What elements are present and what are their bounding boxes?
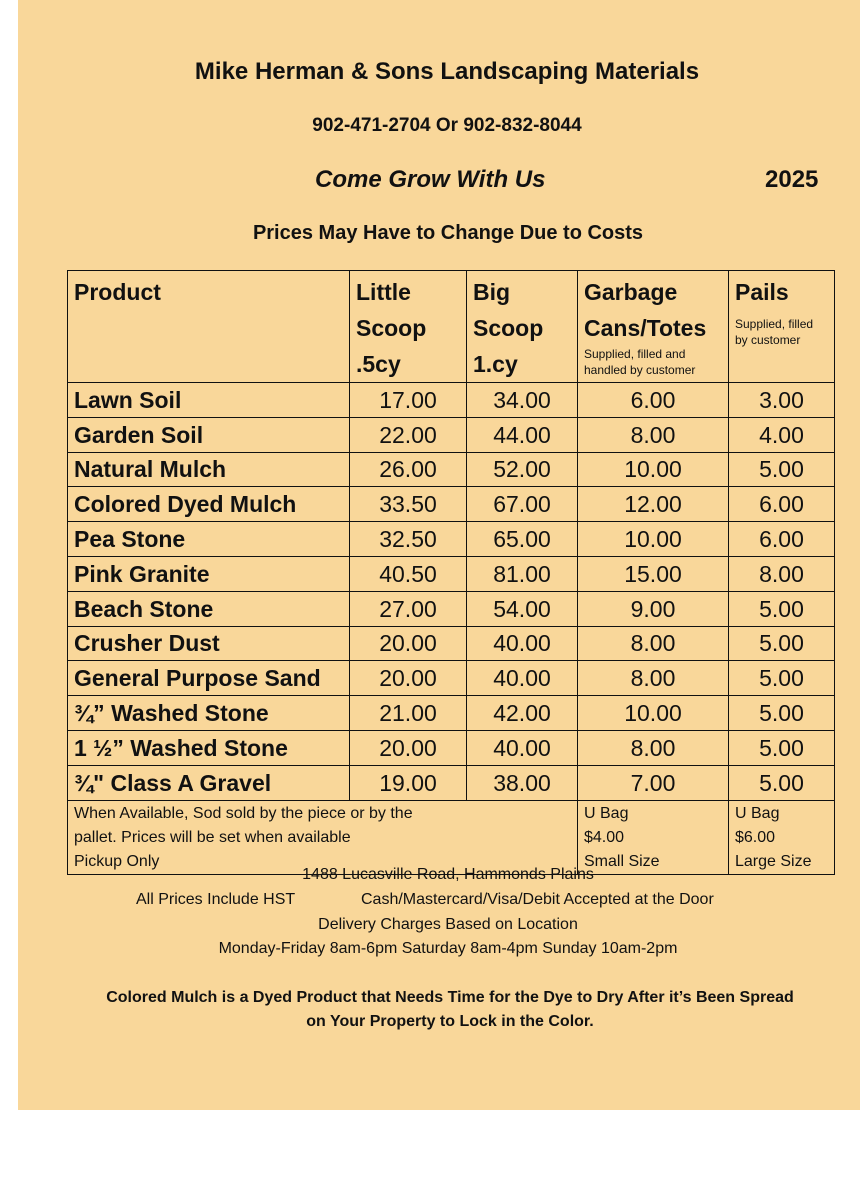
product-name: Pea Stone (68, 522, 350, 557)
sod-note: When Available, Sod sold by the piece or by the pallet. Prices will be set when available Pickup Only (68, 800, 578, 874)
little-scoop-price: 33.50 (350, 487, 467, 522)
cans-price: 12.00 (578, 487, 729, 522)
table-row (68, 730, 835, 765)
slogan: Come Grow With Us (315, 166, 546, 193)
cans-price: 7.00 (578, 765, 729, 800)
little-scoop-price: 19.00 (350, 765, 467, 800)
table-row (68, 487, 835, 522)
table-header-row (68, 271, 835, 383)
little-scoop-price: 20.00 (350, 730, 467, 765)
big-scoop-price: 34.00 (467, 383, 578, 418)
big-scoop-price: 40.00 (467, 730, 578, 765)
little-scoop-price: 20.00 (350, 661, 467, 696)
little-scoop-price: 40.50 (350, 556, 467, 591)
cans-price: 8.00 (578, 417, 729, 452)
ubag-large: U Bag $6.00 Large Size (729, 800, 835, 874)
little-scoop-price: 27.00 (350, 591, 467, 626)
big-scoop-price: 44.00 (467, 417, 578, 452)
product-name: Colored Dyed Mulch (68, 487, 350, 522)
table-row (68, 383, 835, 418)
table-row (68, 696, 835, 731)
header-garbage-cans: Garbage Cans/Totes Supplied, filled and handled by customer (578, 271, 729, 383)
pails-price: 4.00 (729, 417, 835, 452)
cans-price: 8.00 (578, 626, 729, 661)
product-name: ¾” Washed Stone (68, 696, 350, 731)
pails-price: 6.00 (729, 487, 835, 522)
product-name: Crusher Dust (68, 626, 350, 661)
payment-methods: Cash/Mastercard/Visa/Debit Accepted at the Door (361, 891, 714, 908)
product-name: ¾" Class A Gravel (68, 765, 350, 800)
little-scoop-price: 20.00 (350, 626, 467, 661)
price-table (67, 270, 835, 875)
cans-price: 8.00 (578, 661, 729, 696)
header-product: Product (68, 271, 350, 383)
table-row (68, 452, 835, 487)
cans-price: 15.00 (578, 556, 729, 591)
big-scoop-price: 40.00 (467, 626, 578, 661)
big-scoop-price: 40.00 (467, 661, 578, 696)
pails-price: 5.00 (729, 696, 835, 731)
big-scoop-price: 54.00 (467, 591, 578, 626)
cans-price: 9.00 (578, 591, 729, 626)
pails-price: 5.00 (729, 730, 835, 765)
table-row (68, 417, 835, 452)
pails-price: 6.00 (729, 522, 835, 557)
ubag-small: U Bag $4.00 Small Size (578, 800, 729, 874)
dye-note: Colored Mulch is a Dyed Product that Needs Time for the Dye to Dry After it’s Been Spread on Your Property to Lock in the Color. (106, 989, 794, 1030)
table-row (68, 661, 835, 696)
year: 2025 (765, 166, 819, 193)
big-scoop-price: 52.00 (467, 452, 578, 487)
product-name: Garden Soil (68, 417, 350, 452)
pails-price: 3.00 (729, 383, 835, 418)
product-name: Lawn Soil (68, 383, 350, 418)
table-row (68, 522, 835, 557)
product-name: Pink Granite (68, 556, 350, 591)
business-name: Mike Herman & Sons Landscaping Materials (194, 58, 700, 85)
header-little-scoop: Little Scoop .5cy (350, 271, 467, 383)
pails-price: 5.00 (729, 591, 835, 626)
cans-price: 6.00 (578, 383, 729, 418)
pails-note: Supplied, filled by customer (735, 317, 814, 347)
phone-numbers: 902-471-2704 Or 902-832-8044 (312, 115, 582, 136)
pails-price: 5.00 (729, 661, 835, 696)
delivery-note: Delivery Charges Based on Location (318, 916, 578, 933)
table-row (68, 591, 835, 626)
little-scoop-price: 26.00 (350, 452, 467, 487)
little-scoop-price: 17.00 (350, 383, 467, 418)
product-name: 1 ½” Washed Stone (68, 730, 350, 765)
hst-note: All Prices Include HST (136, 891, 296, 908)
header-pails: Pails Supplied, filled by customer (729, 271, 835, 383)
table-footer-row (68, 800, 835, 874)
big-scoop-price: 65.00 (467, 522, 578, 557)
address: 1488 Lucasville Road, Hammonds Plains (302, 866, 594, 883)
product-name: Natural Mulch (68, 452, 350, 487)
big-scoop-price: 67.00 (467, 487, 578, 522)
cans-price: 10.00 (578, 522, 729, 557)
little-scoop-price: 22.00 (350, 417, 467, 452)
big-scoop-price: 38.00 (467, 765, 578, 800)
pails-price: 5.00 (729, 452, 835, 487)
pails-price: 5.00 (729, 765, 835, 800)
table-row (68, 765, 835, 800)
cans-price: 10.00 (578, 696, 729, 731)
pails-price: 5.00 (729, 626, 835, 661)
cans-price: 8.00 (578, 730, 729, 765)
pails-price: 8.00 (729, 556, 835, 591)
table-row (68, 556, 835, 591)
cans-price: 10.00 (578, 452, 729, 487)
product-name: Beach Stone (68, 591, 350, 626)
little-scoop-price: 32.50 (350, 522, 467, 557)
cans-note: Supplied, filled and handled by customer (584, 347, 696, 377)
table-row (68, 626, 835, 661)
big-scoop-price: 42.00 (467, 696, 578, 731)
header-big-scoop: Big Scoop 1.cy (467, 271, 578, 383)
product-name: General Purpose Sand (68, 661, 350, 696)
big-scoop-price: 81.00 (467, 556, 578, 591)
little-scoop-price: 21.00 (350, 696, 467, 731)
price-notice: Prices May Have to Change Due to Costs (252, 222, 644, 244)
business-hours: Monday-Friday 8am-6pm Saturday 8am-4pm Sunday 10am-2pm (218, 940, 678, 957)
